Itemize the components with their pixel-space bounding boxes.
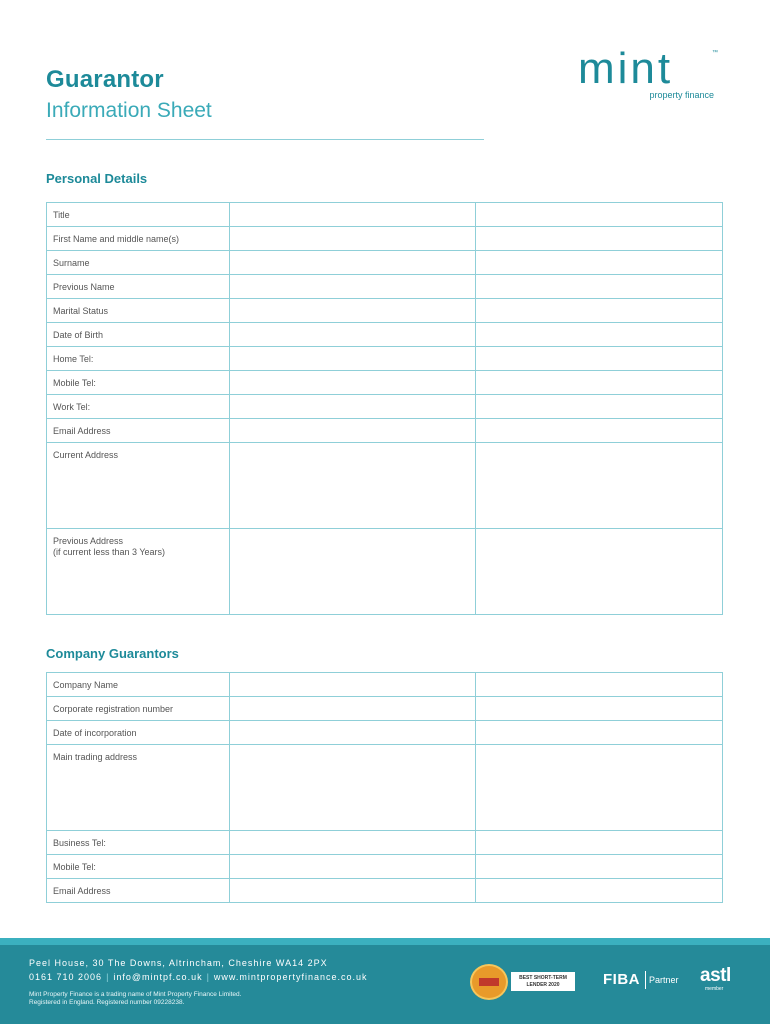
field-input[interactable] (230, 323, 476, 347)
field-label: Email Address (47, 879, 230, 903)
award-line-1: BEST SHORT-TERM (519, 975, 567, 981)
field-input-secondary[interactable] (476, 371, 723, 395)
footer-phone: 0161 710 2006 (29, 972, 103, 982)
field-input-secondary[interactable] (476, 879, 723, 903)
field-input[interactable] (230, 419, 476, 443)
table-row (47, 419, 723, 443)
field-input[interactable] (230, 251, 476, 275)
award-line-2: LENDER 2020 (526, 982, 560, 988)
logo-wordmark: mint (578, 44, 674, 93)
company-guarantors-heading: Company Guarantors (46, 646, 179, 661)
field-input[interactable] (230, 879, 476, 903)
table-row (47, 855, 723, 879)
field-input-secondary[interactable] (476, 529, 723, 615)
field-input-secondary[interactable] (476, 855, 723, 879)
field-input-secondary[interactable] (476, 275, 723, 299)
table-row (47, 227, 723, 251)
table-row (47, 251, 723, 275)
fiba-logo: FIBA (603, 971, 640, 988)
field-input-secondary[interactable] (476, 745, 723, 831)
table-row (47, 879, 723, 903)
footer-separator: | (106, 972, 110, 982)
field-input-secondary[interactable] (476, 395, 723, 419)
table-row (47, 203, 723, 227)
field-input-secondary[interactable] (476, 673, 723, 697)
award-label-box (511, 972, 575, 991)
field-input[interactable] (230, 203, 476, 227)
field-label: Main trading address (47, 745, 230, 831)
field-input[interactable] (230, 831, 476, 855)
personal-details-table (46, 202, 723, 615)
field-label: Home Tel: (47, 347, 230, 371)
field-label: Title (47, 203, 230, 227)
field-label: Company Name (47, 673, 230, 697)
field-input-secondary[interactable] (476, 721, 723, 745)
field-input[interactable] (230, 299, 476, 323)
field-label: Mobile Tel: (47, 855, 230, 879)
field-input[interactable] (230, 395, 476, 419)
field-input-secondary[interactable] (476, 227, 723, 251)
table-row (47, 299, 723, 323)
field-input[interactable] (230, 443, 476, 529)
field-input-secondary[interactable] (476, 419, 723, 443)
field-label: Previous Name (47, 275, 230, 299)
footer-legal-line-2: Registered in England. Registered number 09228238. (29, 999, 185, 1006)
field-label: Date of incorporation (47, 721, 230, 745)
field-input-secondary[interactable] (476, 203, 723, 227)
field-label: Mobile Tel: (47, 371, 230, 395)
field-input[interactable] (230, 275, 476, 299)
field-input-secondary[interactable] (476, 443, 723, 529)
field-input[interactable] (230, 855, 476, 879)
fiba-divider (645, 971, 646, 989)
field-label: Email Address (47, 419, 230, 443)
table-row (47, 673, 723, 697)
table-row (47, 347, 723, 371)
field-input[interactable] (230, 371, 476, 395)
page-subtitle: Information Sheet (46, 99, 212, 122)
table-row (47, 745, 723, 831)
footer-separator: | (206, 972, 210, 982)
field-input[interactable] (230, 227, 476, 251)
table-row (47, 371, 723, 395)
table-row (47, 831, 723, 855)
table-row (47, 395, 723, 419)
page-title: Guarantor (46, 66, 164, 93)
field-input[interactable] (230, 697, 476, 721)
personal-details-heading: Personal Details (46, 171, 148, 186)
footer-legal-line-1: Mint Property Finance is a trading name of Mint Property Finance Limited. (29, 991, 242, 998)
footer-accent-bar (0, 938, 770, 945)
title-divider (46, 139, 484, 140)
field-label: Marital Status (47, 299, 230, 323)
footer-contact-line (29, 972, 367, 982)
table-row (47, 323, 723, 347)
field-input-secondary[interactable] (476, 831, 723, 855)
mint-logo (578, 44, 720, 106)
footer (0, 938, 770, 1024)
award-badge (470, 964, 580, 1000)
award-medal-icon (470, 964, 508, 1000)
field-input-secondary[interactable] (476, 251, 723, 275)
field-input[interactable] (230, 673, 476, 697)
field-input-secondary[interactable] (476, 323, 723, 347)
footer-website-link[interactable]: www.mintpropertyfinance.co.uk (213, 972, 368, 982)
field-input[interactable] (230, 721, 476, 745)
field-input-secondary[interactable] (476, 697, 723, 721)
field-label: Current Address (47, 443, 230, 529)
astl-logo: astl (700, 965, 731, 986)
field-label: First Name and middle name(s) (47, 227, 230, 251)
field-label: Date of Birth (47, 323, 230, 347)
field-input[interactable] (230, 745, 476, 831)
table-row (47, 443, 723, 529)
logo-trademark: ™ (712, 50, 718, 56)
field-input-secondary[interactable] (476, 299, 723, 323)
field-label: Business Tel: (47, 831, 230, 855)
table-row (47, 529, 723, 615)
table-row (47, 697, 723, 721)
field-input-secondary[interactable] (476, 347, 723, 371)
field-label: Surname (47, 251, 230, 275)
field-label: Previous Address (if current less than 3 Years) (47, 529, 230, 615)
company-guarantors-table (46, 672, 723, 903)
footer-address: Peel House, 30 The Downs, Altrincham, Cheshire WA14 2PX (29, 958, 328, 968)
field-label: Work Tel: (47, 395, 230, 419)
astl-member-label: member (705, 986, 724, 992)
field-label: Corporate registration number (47, 697, 230, 721)
field-input[interactable] (230, 347, 476, 371)
table-row (47, 275, 723, 299)
field-input[interactable] (230, 529, 476, 615)
table-row (47, 721, 723, 745)
logo-tagline: property finance (649, 90, 714, 100)
fiba-partner-label: Partner (649, 975, 679, 985)
footer-email-link[interactable]: info@mintpf.co.uk (113, 972, 203, 982)
